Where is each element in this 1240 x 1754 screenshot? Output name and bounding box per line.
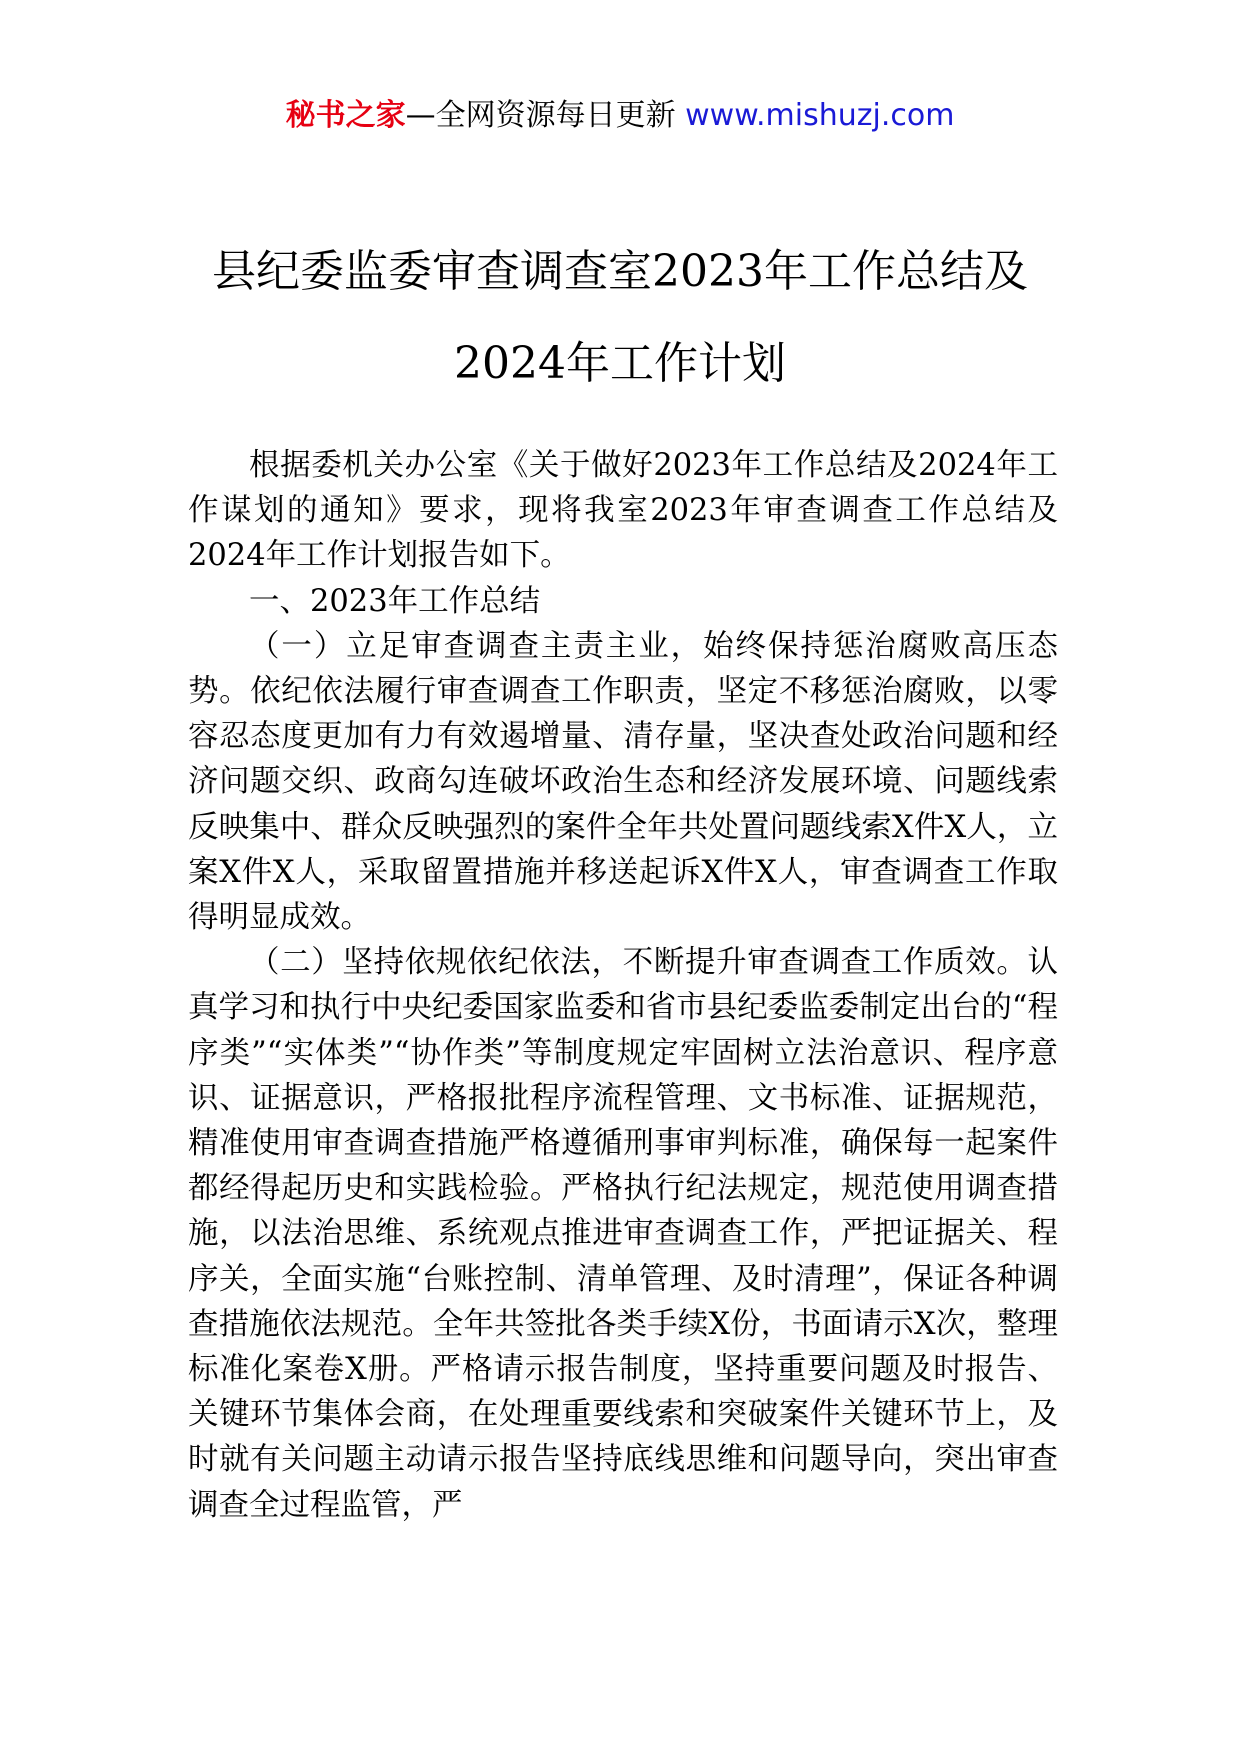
site-url-link[interactable]: www.mishuzj.com: [685, 98, 955, 133]
brand-name: 秘书之家: [285, 98, 406, 133]
intro-paragraph: 根据委机关办公室《关于做好2023年工作总结及2024年工作谋划的通知》要求，现将我室2023年审查调查工作总结及2024年工作计划报告如下。: [188, 448, 1058, 574]
document-title: [150, 226, 1090, 410]
document-body: [188, 443, 1058, 1528]
section-heading-1: 一、2023年工作总结: [249, 583, 541, 619]
header-banner: [0, 96, 1240, 136]
body-paragraph-2: （二）坚持依规依纪依法，不断提升审查调查工作质效。认真学习和执行中央纪委国家监委和省市县纪委监委制定出台的“程序类”“实体类”“协作类”等制度规定牢固树立法治意识、程序意识、证据意识，严格报批程序流程管理、文书标准、证据规范，精准使用审查调查措施严格遵循刑事审判标准，确保每一起案件都经得起历史和实践检验。严格执行纪法规定，规范使用调查措施，以法治思维、系统观点推进审查调查工作，严把证据关、程序关，全面实施“台账控制、清单管理、及时清理”，保证各种调查措施依法规范。全年共签批各类手续X份，书面请示X次，整理标准化案卷X册。严格请示报告制度，坚持重要问题及时报告、关键环节集体会商，在处理重要线索和突破案件关键环节上，及时就有关问题主动请示报告坚持底线思维和问题导向，突出审查调查全过程监管，严: [188, 945, 1058, 1523]
document-title-line-2: 2024年工作计划: [454, 338, 786, 389]
body-paragraph-1: （一）立足审查调查主责主业，始终保持惩治腐败高压态势。依纪依法履行审查调查工作职责，坚定不移惩治腐败，以零容忍态度更加有力有效遏增量、清存量，坚决查处政治问题和经济问题交织、政商勾连破坏政治生态和经济发展环境、问题线索反映集中、群众反映强烈的案件全年共处置问题线索X件X人，立案X件X人，采取留置措施并移送起诉X件X人，审查调查工作取得明显成效。: [188, 628, 1058, 936]
header-slogan: —全网资源每日更新: [405, 98, 686, 133]
document-title-line-1: 县纪委监委审查调查室2023年工作总结及: [212, 246, 1028, 297]
